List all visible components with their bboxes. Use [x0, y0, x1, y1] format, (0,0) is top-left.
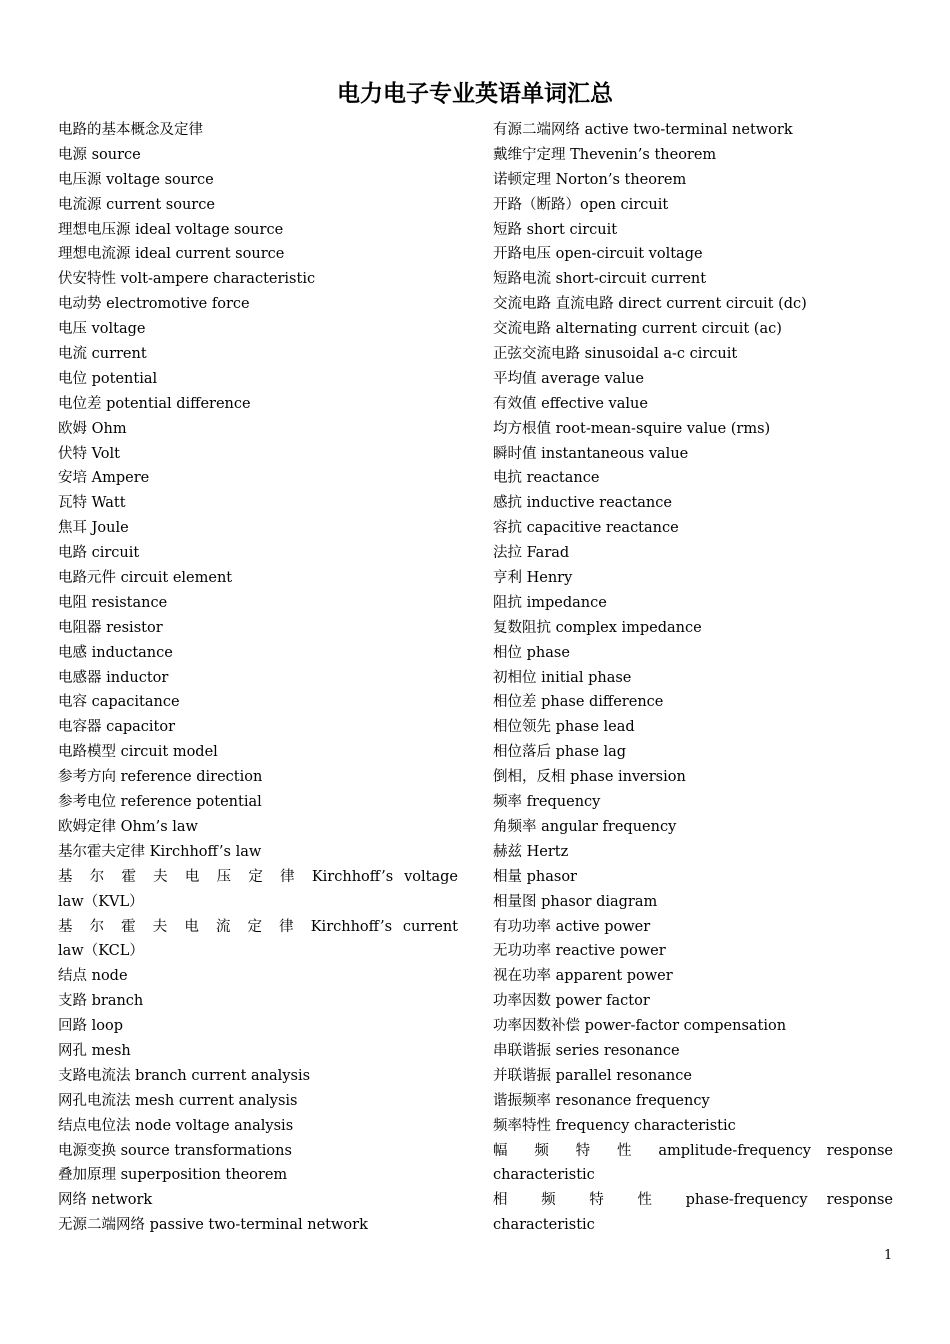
glossary-entry: 伏安特性 volt-ampere characteristic — [58, 271, 316, 288]
glossary-entry: 结点电位法 node voltage analysis — [58, 1117, 294, 1134]
glossary-entry: 电压 voltage — [58, 321, 146, 338]
glossary-column-right — [493, 118, 893, 1238]
glossary-entry: 串联谐振 series resonance — [493, 1042, 680, 1059]
glossary-entry: 均方根值 root-mean-squire value (rms) — [493, 420, 771, 437]
glossary-entry: 交流电路 直流电路 direct current circuit (dc) — [493, 296, 807, 313]
page-number: 1 — [884, 1248, 893, 1263]
glossary-entry: 初相位 initial phase — [493, 669, 632, 686]
glossary-entry: 基尔霍夫定律 Kirchhoff’s law — [58, 843, 262, 860]
glossary-entry: 电阻 resistance — [58, 594, 168, 611]
glossary-entry: 网孔 mesh — [58, 1043, 131, 1060]
glossary-entry: 电抗 reactance — [493, 470, 600, 487]
glossary-entry: 相量 phasor — [493, 868, 577, 885]
glossary-entry: 短路电流 short-circuit current — [493, 271, 707, 288]
glossary-entry: 电容 capacitance — [58, 694, 180, 711]
glossary-entry: 网络 network — [58, 1192, 153, 1209]
glossary-entry: 结点 node — [58, 968, 128, 985]
glossary-entry: 电路 circuit — [58, 545, 140, 562]
glossary-entry: 网孔电流法 mesh current analysis — [58, 1092, 298, 1109]
glossary-entry: 感抗 inductive reactance — [493, 495, 672, 512]
glossary-entry: 短路 short circuit — [493, 221, 618, 238]
glossary-entry: 电源 source — [58, 146, 141, 163]
glossary-entry: 基 尔 霍 夫 电 流 定 律 Kirchhoff’s current law（KCL） — [58, 918, 458, 960]
glossary-entry: 功率因数 power factor — [493, 993, 650, 1010]
glossary-entry: 电容器 capacitor — [58, 719, 176, 736]
document-title: 电力电子专业英语单词汇总 — [337, 81, 613, 107]
glossary-entry: 视在功率 apparent power — [493, 968, 673, 985]
glossary-entry: 戴维宁定理 Thevenin’s theorem — [493, 146, 717, 163]
glossary-entry: 电流 current — [58, 346, 147, 363]
glossary-entry: 电位差 potential difference — [58, 395, 251, 412]
glossary-entry: 相量图 phasor diagram — [493, 893, 658, 910]
glossary-entry: 相位领先 phase lead — [493, 719, 635, 736]
glossary-entry: 理想电流源 ideal current source — [58, 246, 285, 263]
glossary-entry: 电阻器 resistor — [58, 619, 163, 636]
glossary-entry: 无功功率 reactive power — [493, 943, 666, 960]
glossary-entry: 相位落后 phase lag — [493, 744, 627, 761]
glossary-entry: 叠加原理 superposition theorem — [58, 1167, 288, 1184]
glossary-entry: 法拉 Farad — [493, 545, 570, 562]
glossary-entry: 电源变换 source transformations — [58, 1142, 292, 1159]
glossary-entry: 基 尔 霍 夫 电 压 定 律 Kirchhoff’s voltage law（KVL） — [58, 868, 458, 910]
glossary-entry: 复数阻抗 complex impedance — [493, 619, 702, 636]
glossary-entry: 电感 inductance — [58, 644, 173, 661]
glossary-entry: 相 频 特 性 phase-frequency response characteristic — [493, 1192, 893, 1234]
glossary-entry: 频率 frequency — [493, 794, 601, 811]
glossary-entry: 诺顿定理 Norton’s theorem — [493, 171, 687, 188]
glossary-entry: 相位差 phase difference — [493, 694, 664, 711]
glossary-entry: 交流电路 alternating current circuit (ac) — [493, 321, 782, 338]
glossary-entry: 频率特性 frequency characteristic — [493, 1117, 736, 1134]
glossary-entry: 角频率 angular frequency — [493, 818, 677, 835]
glossary-entry: 有功功率 active power — [493, 918, 651, 935]
glossary-entry: 幅 频 特 性 amplitude-frequency response characteristic — [493, 1142, 893, 1184]
glossary-entry: 参考方向 reference direction — [58, 769, 263, 786]
glossary-entry: 电路元件 circuit element — [58, 570, 233, 587]
glossary-entry: 阻抗 impedance — [493, 594, 607, 611]
glossary-entry: 电路的基本概念及定律 — [58, 122, 203, 138]
glossary-entry: 瓦特 Watt — [58, 495, 126, 512]
glossary-entry: 电动势 electromotive force — [58, 296, 250, 313]
glossary-entry: 理想电压源 ideal voltage source — [58, 221, 284, 238]
glossary-entry: 支路电流法 branch current analysis — [58, 1067, 311, 1084]
glossary-entry: 开路电压 open-circuit voltage — [493, 246, 703, 263]
glossary-entry: 电路模型 circuit model — [58, 744, 218, 761]
glossary-entry: 伏特 Volt — [58, 445, 120, 462]
glossary-entry: 容抗 capacitive reactance — [493, 520, 679, 537]
glossary-entry: 并联谐振 parallel resonance — [493, 1067, 692, 1084]
glossary-entry: 有效值 effective value — [493, 395, 648, 412]
glossary-entry: 安培 Ampere — [58, 470, 150, 487]
glossary-entry: 开路（断路）open circuit — [493, 196, 669, 213]
glossary-entry: 电压源 voltage source — [58, 171, 214, 188]
glossary-entry: 电位 potential — [58, 370, 158, 387]
glossary-entry: 电流源 current source — [58, 196, 215, 213]
glossary-entry: 参考电位 reference potential — [58, 794, 262, 811]
glossary-entry: 欧姆 Ohm — [58, 420, 127, 437]
glossary-entry: 赫兹 Hertz — [493, 843, 569, 860]
glossary-entry: 平均值 average value — [493, 370, 644, 387]
glossary-entry: 正弦交流电路 sinusoidal a-c circuit — [493, 346, 738, 363]
glossary-column-left — [58, 118, 458, 1238]
glossary-entry: 瞬时值 instantaneous value — [493, 445, 689, 462]
glossary-entry: 谐振频率 resonance frequency — [493, 1092, 710, 1109]
glossary-entry: 回路 loop — [58, 1018, 123, 1035]
glossary-entry: 无源二端网络 passive two-terminal network — [58, 1217, 368, 1234]
glossary-entry: 欧姆定律 Ohm’s law — [58, 818, 198, 835]
glossary-entry: 电感器 inductor — [58, 669, 169, 686]
glossary-entry: 倒相，反相 phase inversion — [493, 769, 686, 786]
glossary-entry: 相位 phase — [493, 644, 570, 661]
glossary-entry: 亨利 Henry — [493, 570, 573, 587]
glossary-entry: 有源二端网络 active two-terminal network — [493, 122, 793, 138]
glossary-entry: 支路 branch — [58, 993, 144, 1010]
glossary-entry: 焦耳 Joule — [58, 520, 129, 537]
glossary-entry: 功率因数补偿 power-factor compensation — [493, 1018, 787, 1035]
